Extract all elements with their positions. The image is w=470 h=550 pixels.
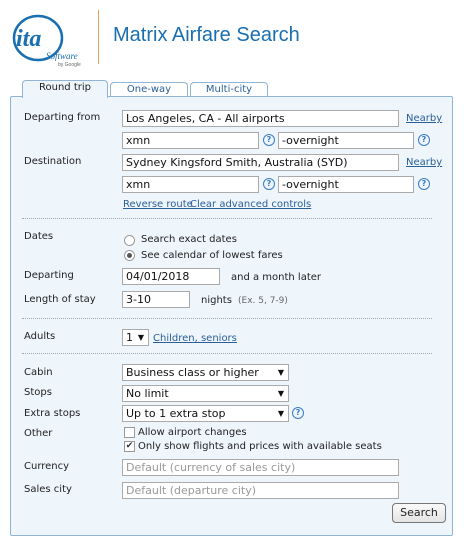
only-available-seats-checkbox[interactable]: ✔ bbox=[125, 441, 134, 451]
departing-nearby-link[interactable]: Nearby bbox=[406, 113, 443, 124]
currency-label: Currency bbox=[24, 461, 70, 472]
dates-label: Dates bbox=[24, 231, 54, 242]
section-divider bbox=[22, 353, 432, 354]
logo-by-google-text: by Google bbox=[58, 62, 81, 68]
calendar-lowest-fares-radio[interactable] bbox=[124, 250, 135, 261]
other-label: Other bbox=[24, 428, 53, 439]
departing-from-input[interactable]: Los Angeles, CA - All airports bbox=[122, 110, 399, 127]
currency-input[interactable]: Default (currency of sales city) bbox=[122, 459, 399, 476]
dropdown-arrow-icon: ▼ bbox=[137, 333, 144, 342]
adults-label: Adults bbox=[24, 331, 56, 342]
routing-help-icon[interactable]: ? bbox=[263, 134, 275, 146]
search-button[interactable]: Search bbox=[392, 503, 446, 523]
ita-logo-icon bbox=[8, 12, 88, 68]
only-available-seats-label: Only show flights and prices with available seats bbox=[138, 441, 382, 452]
exact-dates-label: Search exact dates bbox=[141, 234, 237, 245]
departing-from-label: Departing from bbox=[24, 112, 101, 123]
length-of-stay-hint: (Ex. 5, 7-9) bbox=[238, 296, 288, 306]
sales-city-input[interactable]: Default (departure city) bbox=[122, 482, 399, 499]
exact-dates-radio[interactable] bbox=[124, 235, 135, 246]
adults-select-value: 1 bbox=[126, 331, 133, 344]
calendar-lowest-fares-label: See calendar of lowest fares bbox=[141, 250, 283, 261]
departing-extension-codes-input[interactable]: -overnight bbox=[278, 132, 414, 149]
stops-select[interactable] bbox=[122, 385, 289, 402]
destination-routing-codes-input[interactable]: xmn bbox=[122, 176, 259, 193]
dropdown-arrow-icon: ▼ bbox=[277, 409, 284, 418]
stops-select-value: No limit bbox=[126, 387, 169, 400]
reverse-route-link[interactable]: Reverse route bbox=[123, 199, 193, 210]
sales-city-label: Sales city bbox=[24, 484, 72, 495]
destination-nearby-link[interactable]: Nearby bbox=[406, 157, 443, 168]
departing-date-label: Departing bbox=[24, 270, 74, 281]
dropdown-arrow-icon: ▼ bbox=[277, 389, 284, 398]
extension-help-icon[interactable]: ? bbox=[418, 178, 430, 190]
stops-label: Stops bbox=[24, 387, 52, 398]
children-seniors-link[interactable]: Children, seniors bbox=[153, 333, 237, 344]
destination-extension-codes-input[interactable]: -overnight bbox=[278, 176, 414, 193]
allow-airport-changes-label: Allow airport changes bbox=[138, 427, 247, 438]
length-of-stay-input[interactable]: 3-10 bbox=[122, 291, 190, 308]
section-divider bbox=[22, 318, 432, 319]
logo-wordmark: ita bbox=[16, 26, 42, 52]
departing-date-input[interactable]: 04/01/2018 bbox=[122, 268, 220, 285]
dropdown-arrow-icon: ▼ bbox=[277, 368, 284, 377]
tab-one-way[interactable]: One-way bbox=[110, 82, 188, 97]
extra-stops-label: Extra stops bbox=[24, 408, 81, 419]
extra-stops-select[interactable] bbox=[122, 405, 289, 422]
tab-multi-city[interactable]: Multi-city bbox=[190, 82, 268, 97]
logo-software-text: Software bbox=[46, 51, 78, 61]
routing-help-icon[interactable]: ? bbox=[263, 178, 275, 190]
length-of-stay-label: Length of stay bbox=[24, 294, 96, 305]
extra-stops-select-value: Up to 1 extra stop bbox=[126, 407, 226, 420]
cabin-select-value: Business class or higher bbox=[126, 366, 259, 379]
departing-routing-codes-input[interactable]: xmn bbox=[122, 132, 259, 149]
destination-label: Destination bbox=[24, 156, 82, 167]
extra-stops-help-icon[interactable]: ? bbox=[292, 407, 304, 419]
allow-airport-changes-checkbox[interactable] bbox=[124, 427, 135, 438]
ita-software-logo bbox=[8, 12, 88, 68]
departing-date-suffix: and a month later bbox=[231, 272, 322, 283]
cabin-select[interactable] bbox=[122, 364, 289, 381]
adults-select[interactable] bbox=[122, 329, 149, 346]
clear-advanced-controls-link[interactable]: Clear advanced controls bbox=[190, 199, 312, 210]
page-title: Matrix Airfare Search bbox=[113, 24, 300, 46]
extension-help-icon[interactable]: ? bbox=[418, 134, 430, 146]
header-divider bbox=[98, 10, 99, 64]
tab-round-trip[interactable]: Round trip bbox=[22, 80, 108, 98]
cabin-label: Cabin bbox=[24, 367, 53, 378]
section-divider bbox=[22, 218, 432, 219]
destination-input[interactable]: Sydney Kingsford Smith, Australia (SYD) bbox=[122, 154, 399, 171]
nights-label: nights bbox=[201, 295, 232, 306]
